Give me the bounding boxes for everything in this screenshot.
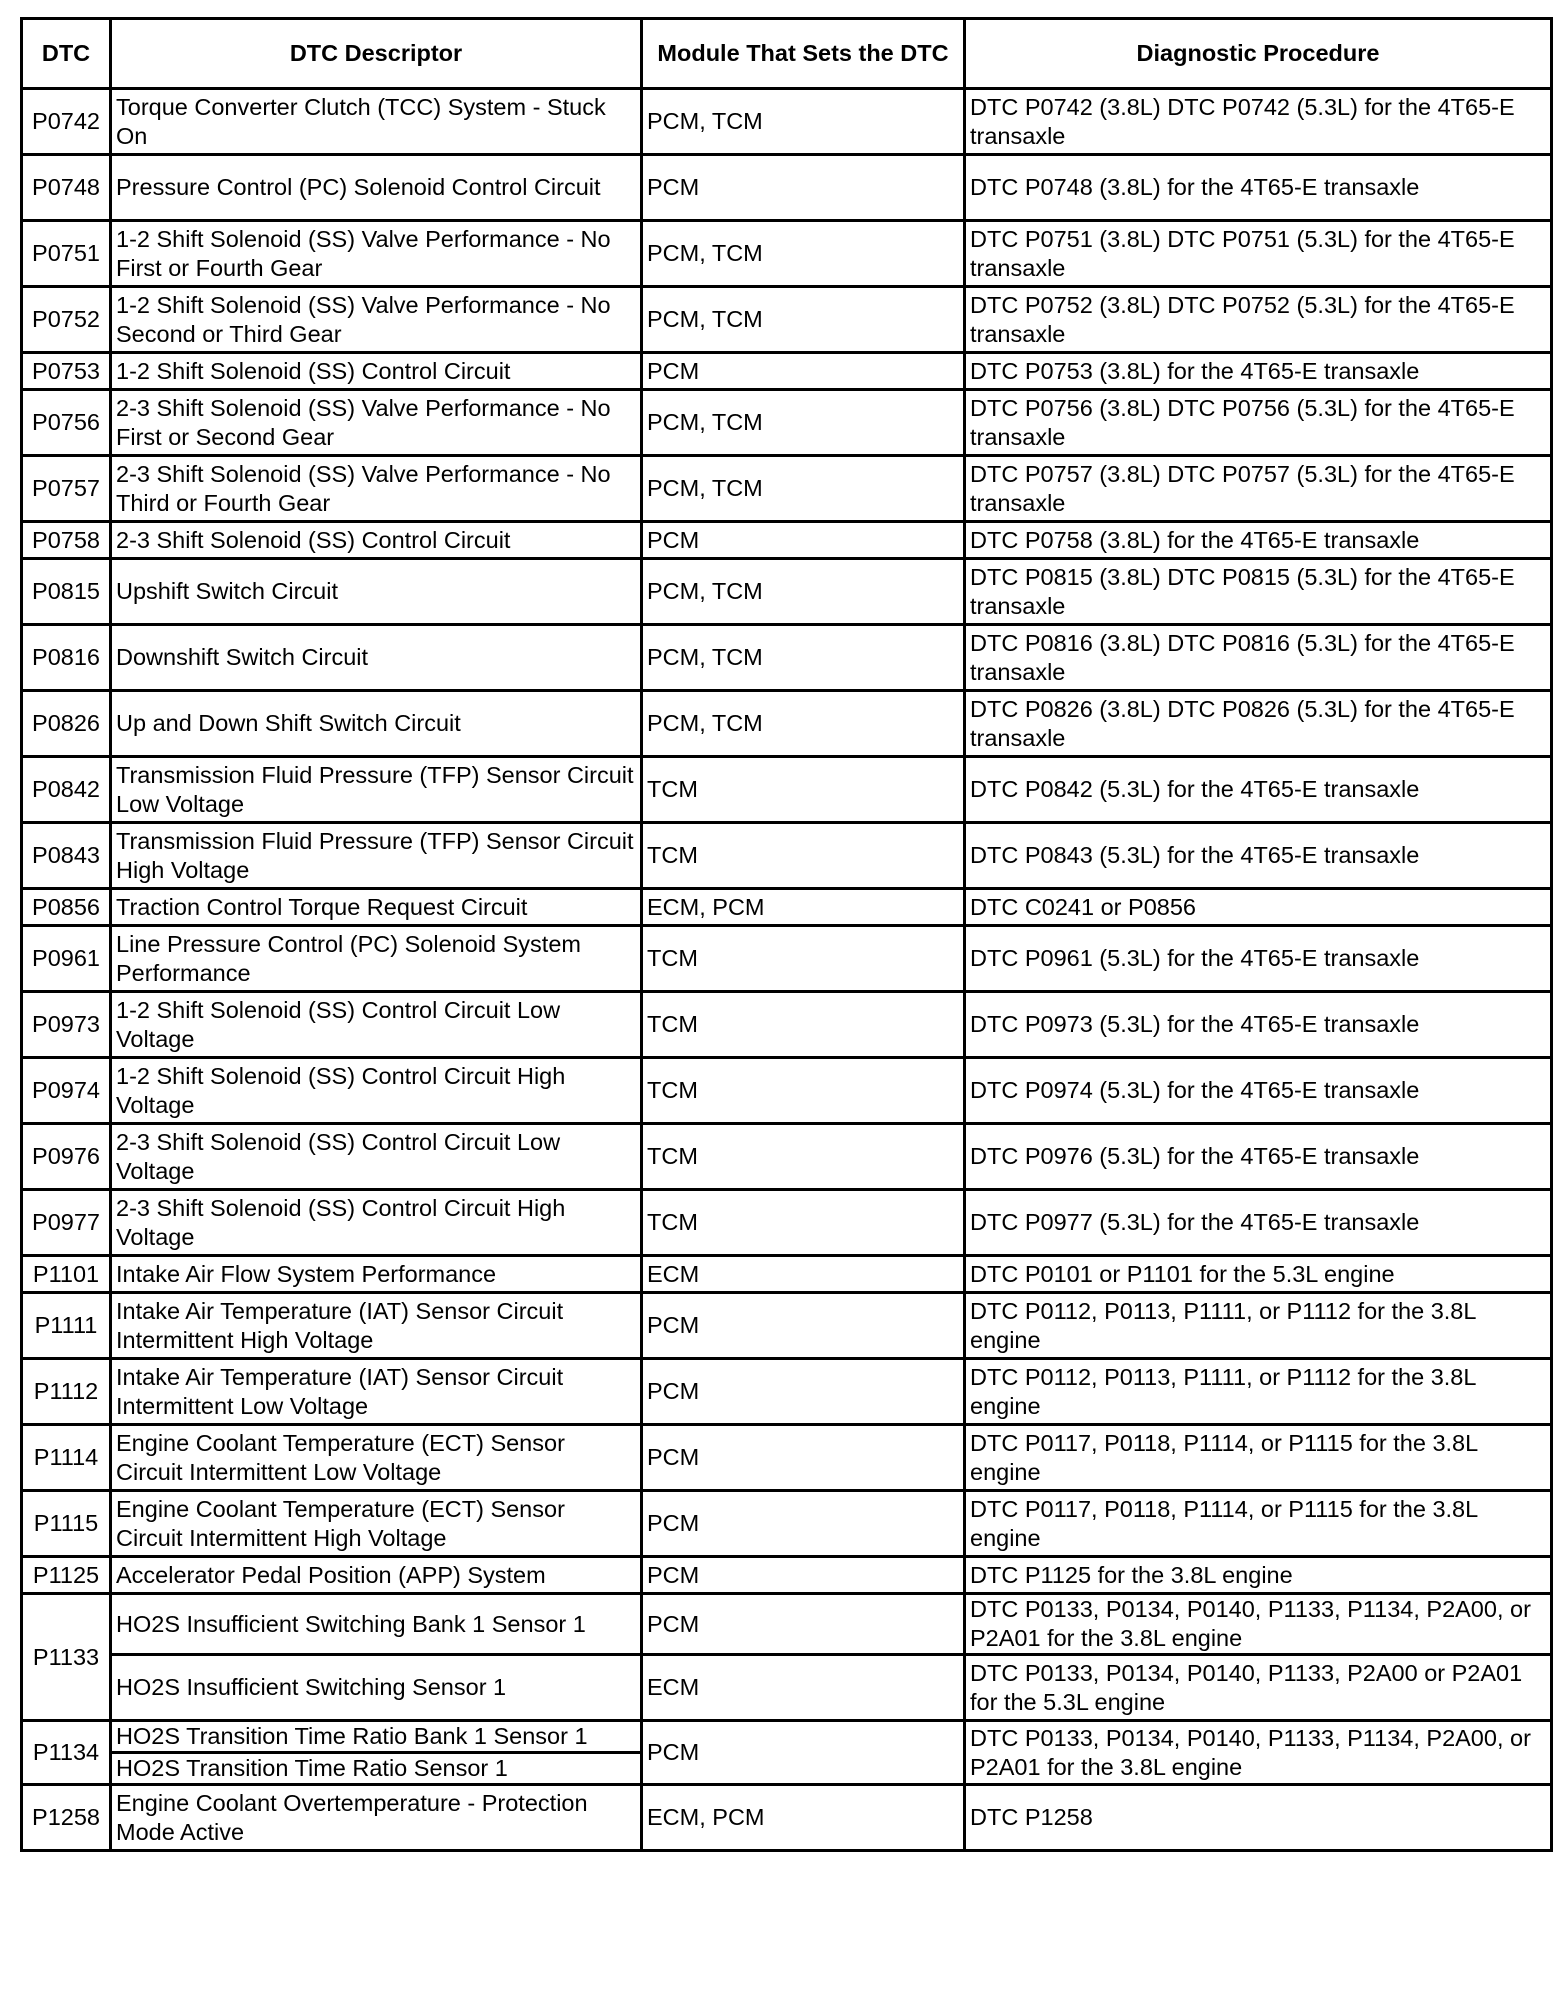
- table-row: [22, 691, 1552, 757]
- table-row: [22, 390, 1552, 456]
- module-cell: PCM, TCM: [642, 89, 965, 155]
- descriptor-cell: 2-3 Shift Solenoid (SS) Valve Performance - No First or Second Gear: [111, 390, 642, 456]
- module-cell: ECM: [642, 1655, 965, 1721]
- module-cell: TCM: [642, 926, 965, 992]
- dtc-code-cell: P0752: [22, 287, 111, 353]
- dtc-code-cell: P0961: [22, 926, 111, 992]
- table-row: [22, 1425, 1552, 1491]
- descriptor-cell: HO2S Insufficient Switching Bank 1 Sensor 1: [111, 1594, 642, 1655]
- header-descriptor: DTC Descriptor: [111, 19, 642, 89]
- table-row: [22, 559, 1552, 625]
- module-cell: PCM: [642, 1359, 965, 1425]
- procedure-cell: DTC P0815 (3.8L) DTC P0815 (5.3L) for the 4T65-E transaxle: [965, 559, 1552, 625]
- procedure-cell: DTC P0757 (3.8L) DTC P0757 (5.3L) for the 4T65-E transaxle: [965, 456, 1552, 522]
- procedure-cell: DTC P0748 (3.8L) for the 4T65-E transaxle: [965, 155, 1552, 221]
- descriptor-cell: Traction Control Torque Request Circuit: [111, 889, 642, 926]
- descriptor-cell: Transmission Fluid Pressure (TFP) Sensor Circuit Low Voltage: [111, 757, 642, 823]
- procedure-cell: DTC P0133, P0134, P0140, P1133, P1134, P2A00, or P2A01 for the 3.8L engine: [965, 1594, 1552, 1655]
- dtc-code-cell: P1133: [22, 1594, 111, 1721]
- dtc-code-cell: P1134: [22, 1721, 111, 1785]
- module-cell: PCM: [642, 353, 965, 390]
- table-row: [22, 1293, 1552, 1359]
- procedure-cell: DTC P0752 (3.8L) DTC P0752 (5.3L) for the 4T65-E transaxle: [965, 287, 1552, 353]
- descriptor-cell: Intake Air Temperature (IAT) Sensor Circuit Intermittent High Voltage: [111, 1293, 642, 1359]
- module-cell: PCM, TCM: [642, 559, 965, 625]
- module-cell: PCM, TCM: [642, 221, 965, 287]
- module-cell: ECM, PCM: [642, 1785, 965, 1851]
- descriptor-cell: Engine Coolant Temperature (ECT) Sensor Circuit Intermittent High Voltage: [111, 1491, 642, 1557]
- descriptor-cell: Line Pressure Control (PC) Solenoid System Performance: [111, 926, 642, 992]
- descriptor-cell: 1-2 Shift Solenoid (SS) Valve Performance - No Second or Third Gear: [111, 287, 642, 353]
- procedure-cell: DTC P0977 (5.3L) for the 4T65-E transaxle: [965, 1190, 1552, 1256]
- procedure-cell: DTC P0742 (3.8L) DTC P0742 (5.3L) for the 4T65-E transaxle: [965, 89, 1552, 155]
- dtc-code-cell: P0748: [22, 155, 111, 221]
- module-cell: PCM, TCM: [642, 456, 965, 522]
- dtc-code-cell: P1258: [22, 1785, 111, 1851]
- module-cell: PCM: [642, 1491, 965, 1557]
- dtc-code-cell: P0753: [22, 353, 111, 390]
- table-row: [22, 823, 1552, 889]
- table-row: [22, 1491, 1552, 1557]
- table-row: [22, 992, 1552, 1058]
- table-row: [22, 1655, 1552, 1721]
- module-cell: PCM: [642, 1594, 965, 1655]
- module-cell: TCM: [642, 823, 965, 889]
- table-body: [22, 89, 1552, 1851]
- descriptor-cell: Downshift Switch Circuit: [111, 625, 642, 691]
- dtc-code-cell: P1112: [22, 1359, 111, 1425]
- table-row: [22, 287, 1552, 353]
- descriptor-cell: 2-3 Shift Solenoid (SS) Control Circuit High Voltage: [111, 1190, 642, 1256]
- module-cell: PCM: [642, 1721, 965, 1785]
- procedure-cell: DTC P0112, P0113, P1111, or P1112 for the 3.8L engine: [965, 1359, 1552, 1425]
- descriptor-cell: Transmission Fluid Pressure (TFP) Sensor Circuit High Voltage: [111, 823, 642, 889]
- module-cell: TCM: [642, 992, 965, 1058]
- table-row: [22, 1721, 1552, 1753]
- dtc-code-cell: P0742: [22, 89, 111, 155]
- dtc-code-cell: P0815: [22, 559, 111, 625]
- table-row: [22, 89, 1552, 155]
- module-cell: TCM: [642, 757, 965, 823]
- module-cell: PCM, TCM: [642, 287, 965, 353]
- table-row: [22, 625, 1552, 691]
- descriptor-cell: 1-2 Shift Solenoid (SS) Control Circuit Low Voltage: [111, 992, 642, 1058]
- descriptor-cell: 2-3 Shift Solenoid (SS) Control Circuit Low Voltage: [111, 1124, 642, 1190]
- dtc-code-cell: P0974: [22, 1058, 111, 1124]
- procedure-cell: DTC P0961 (5.3L) for the 4T65-E transaxle: [965, 926, 1552, 992]
- dtc-code-cell: P0973: [22, 992, 111, 1058]
- dtc-code-cell: P1115: [22, 1491, 111, 1557]
- procedure-cell: DTC P0133, P0134, P0140, P1133, P2A00 or P2A01 for the 5.3L engine: [965, 1655, 1552, 1721]
- table-row: [22, 926, 1552, 992]
- procedure-cell: DTC P0758 (3.8L) for the 4T65-E transaxle: [965, 522, 1552, 559]
- dtc-code-cell: P0816: [22, 625, 111, 691]
- table-row: [22, 353, 1552, 390]
- header-row: [22, 19, 1552, 89]
- descriptor-cell: Intake Air Temperature (IAT) Sensor Circuit Intermittent Low Voltage: [111, 1359, 642, 1425]
- dtc-code-cell: P0856: [22, 889, 111, 926]
- module-cell: PCM: [642, 1293, 965, 1359]
- table-row: [22, 1058, 1552, 1124]
- procedure-cell: DTC P0117, P0118, P1114, or P1115 for the 3.8L engine: [965, 1491, 1552, 1557]
- descriptor-cell: Engine Coolant Temperature (ECT) Sensor Circuit Intermittent Low Voltage: [111, 1425, 642, 1491]
- table-row: [22, 757, 1552, 823]
- descriptor-cell: Intake Air Flow System Performance: [111, 1256, 642, 1293]
- descriptor-cell: Up and Down Shift Switch Circuit: [111, 691, 642, 757]
- header-module: Module That Sets the DTC: [642, 19, 965, 89]
- procedure-cell: DTC P0816 (3.8L) DTC P0816 (5.3L) for the 4T65-E transaxle: [965, 625, 1552, 691]
- descriptor-cell: 2-3 Shift Solenoid (SS) Control Circuit: [111, 522, 642, 559]
- procedure-cell: DTC P0842 (5.3L) for the 4T65-E transaxle: [965, 757, 1552, 823]
- descriptor-cell: Pressure Control (PC) Solenoid Control Circuit: [111, 155, 642, 221]
- descriptor-cell: HO2S Transition Time Ratio Bank 1 Sensor 1: [111, 1721, 642, 1753]
- descriptor-cell: Upshift Switch Circuit: [111, 559, 642, 625]
- dtc-code-cell: P1101: [22, 1256, 111, 1293]
- dtc-code-cell: P1125: [22, 1557, 111, 1594]
- descriptor-cell: Torque Converter Clutch (TCC) System - Stuck On: [111, 89, 642, 155]
- table-row: [22, 1190, 1552, 1256]
- dtc-table: [20, 17, 1553, 1852]
- dtc-code-cell: P1111: [22, 1293, 111, 1359]
- module-cell: TCM: [642, 1124, 965, 1190]
- table-row: [22, 1594, 1552, 1655]
- procedure-cell: DTC P0843 (5.3L) for the 4T65-E transaxle: [965, 823, 1552, 889]
- module-cell: ECM: [642, 1256, 965, 1293]
- table-row: [22, 1557, 1552, 1594]
- procedure-cell: DTC P0112, P0113, P1111, or P1112 for the 3.8L engine: [965, 1293, 1552, 1359]
- procedure-cell: DTC P0974 (5.3L) for the 4T65-E transaxle: [965, 1058, 1552, 1124]
- procedure-cell: DTC P0753 (3.8L) for the 4T65-E transaxle: [965, 353, 1552, 390]
- dtc-code-cell: P0756: [22, 390, 111, 456]
- module-cell: PCM, TCM: [642, 691, 965, 757]
- module-cell: ECM, PCM: [642, 889, 965, 926]
- descriptor-cell: 1-2 Shift Solenoid (SS) Control Circuit High Voltage: [111, 1058, 642, 1124]
- procedure-cell: DTC P0826 (3.8L) DTC P0826 (5.3L) for the 4T65-E transaxle: [965, 691, 1552, 757]
- dtc-code-cell: P1114: [22, 1425, 111, 1491]
- dtc-code-cell: P0977: [22, 1190, 111, 1256]
- dtc-code-cell: P0758: [22, 522, 111, 559]
- module-cell: TCM: [642, 1058, 965, 1124]
- table-row: [22, 1256, 1552, 1293]
- module-cell: PCM: [642, 1425, 965, 1491]
- header-procedure: Diagnostic Procedure: [965, 19, 1552, 89]
- table-row: [22, 456, 1552, 522]
- table-row: [22, 889, 1552, 926]
- descriptor-cell: 2-3 Shift Solenoid (SS) Valve Performance - No Third or Fourth Gear: [111, 456, 642, 522]
- procedure-cell: DTC P1258: [965, 1785, 1552, 1851]
- table-row: [22, 221, 1552, 287]
- table-row: [22, 522, 1552, 559]
- table-row: [22, 1359, 1552, 1425]
- dtc-code-cell: P0976: [22, 1124, 111, 1190]
- descriptor-cell: 1-2 Shift Solenoid (SS) Valve Performance - No First or Fourth Gear: [111, 221, 642, 287]
- module-cell: PCM, TCM: [642, 625, 965, 691]
- descriptor-cell: Engine Coolant Overtemperature - Protection Mode Active: [111, 1785, 642, 1851]
- module-cell: PCM, TCM: [642, 390, 965, 456]
- procedure-cell: DTC P0101 or P1101 for the 5.3L engine: [965, 1256, 1552, 1293]
- procedure-cell: DTC P0133, P0134, P0140, P1133, P1134, P2A00, or P2A01 for the 3.8L engine: [965, 1721, 1552, 1785]
- dtc-code-cell: P0757: [22, 456, 111, 522]
- module-cell: PCM: [642, 155, 965, 221]
- descriptor-cell: 1-2 Shift Solenoid (SS) Control Circuit: [111, 353, 642, 390]
- header-dtc: DTC: [22, 19, 111, 89]
- procedure-cell: DTC P0751 (3.8L) DTC P0751 (5.3L) for the 4T65-E transaxle: [965, 221, 1552, 287]
- descriptor-cell: Accelerator Pedal Position (APP) System: [111, 1557, 642, 1594]
- table-row: [22, 1124, 1552, 1190]
- procedure-cell: DTC P0117, P0118, P1114, or P1115 for the 3.8L engine: [965, 1425, 1552, 1491]
- dtc-code-cell: P0842: [22, 757, 111, 823]
- procedure-cell: DTC C0241 or P0856: [965, 889, 1552, 926]
- module-cell: PCM: [642, 522, 965, 559]
- procedure-cell: DTC P1125 for the 3.8L engine: [965, 1557, 1552, 1594]
- module-cell: TCM: [642, 1190, 965, 1256]
- procedure-cell: DTC P0973 (5.3L) for the 4T65-E transaxle: [965, 992, 1552, 1058]
- procedure-cell: DTC P0756 (3.8L) DTC P0756 (5.3L) for the 4T65-E transaxle: [965, 390, 1552, 456]
- table-row: [22, 1785, 1552, 1851]
- module-cell: PCM: [642, 1557, 965, 1594]
- procedure-cell: DTC P0976 (5.3L) for the 4T65-E transaxle: [965, 1124, 1552, 1190]
- descriptor-cell: HO2S Transition Time Ratio Sensor 1: [111, 1753, 642, 1785]
- dtc-code-cell: P0843: [22, 823, 111, 889]
- dtc-code-cell: P0751: [22, 221, 111, 287]
- table-row: [22, 155, 1552, 221]
- dtc-code-cell: P0826: [22, 691, 111, 757]
- descriptor-cell: HO2S Insufficient Switching Sensor 1: [111, 1655, 642, 1721]
